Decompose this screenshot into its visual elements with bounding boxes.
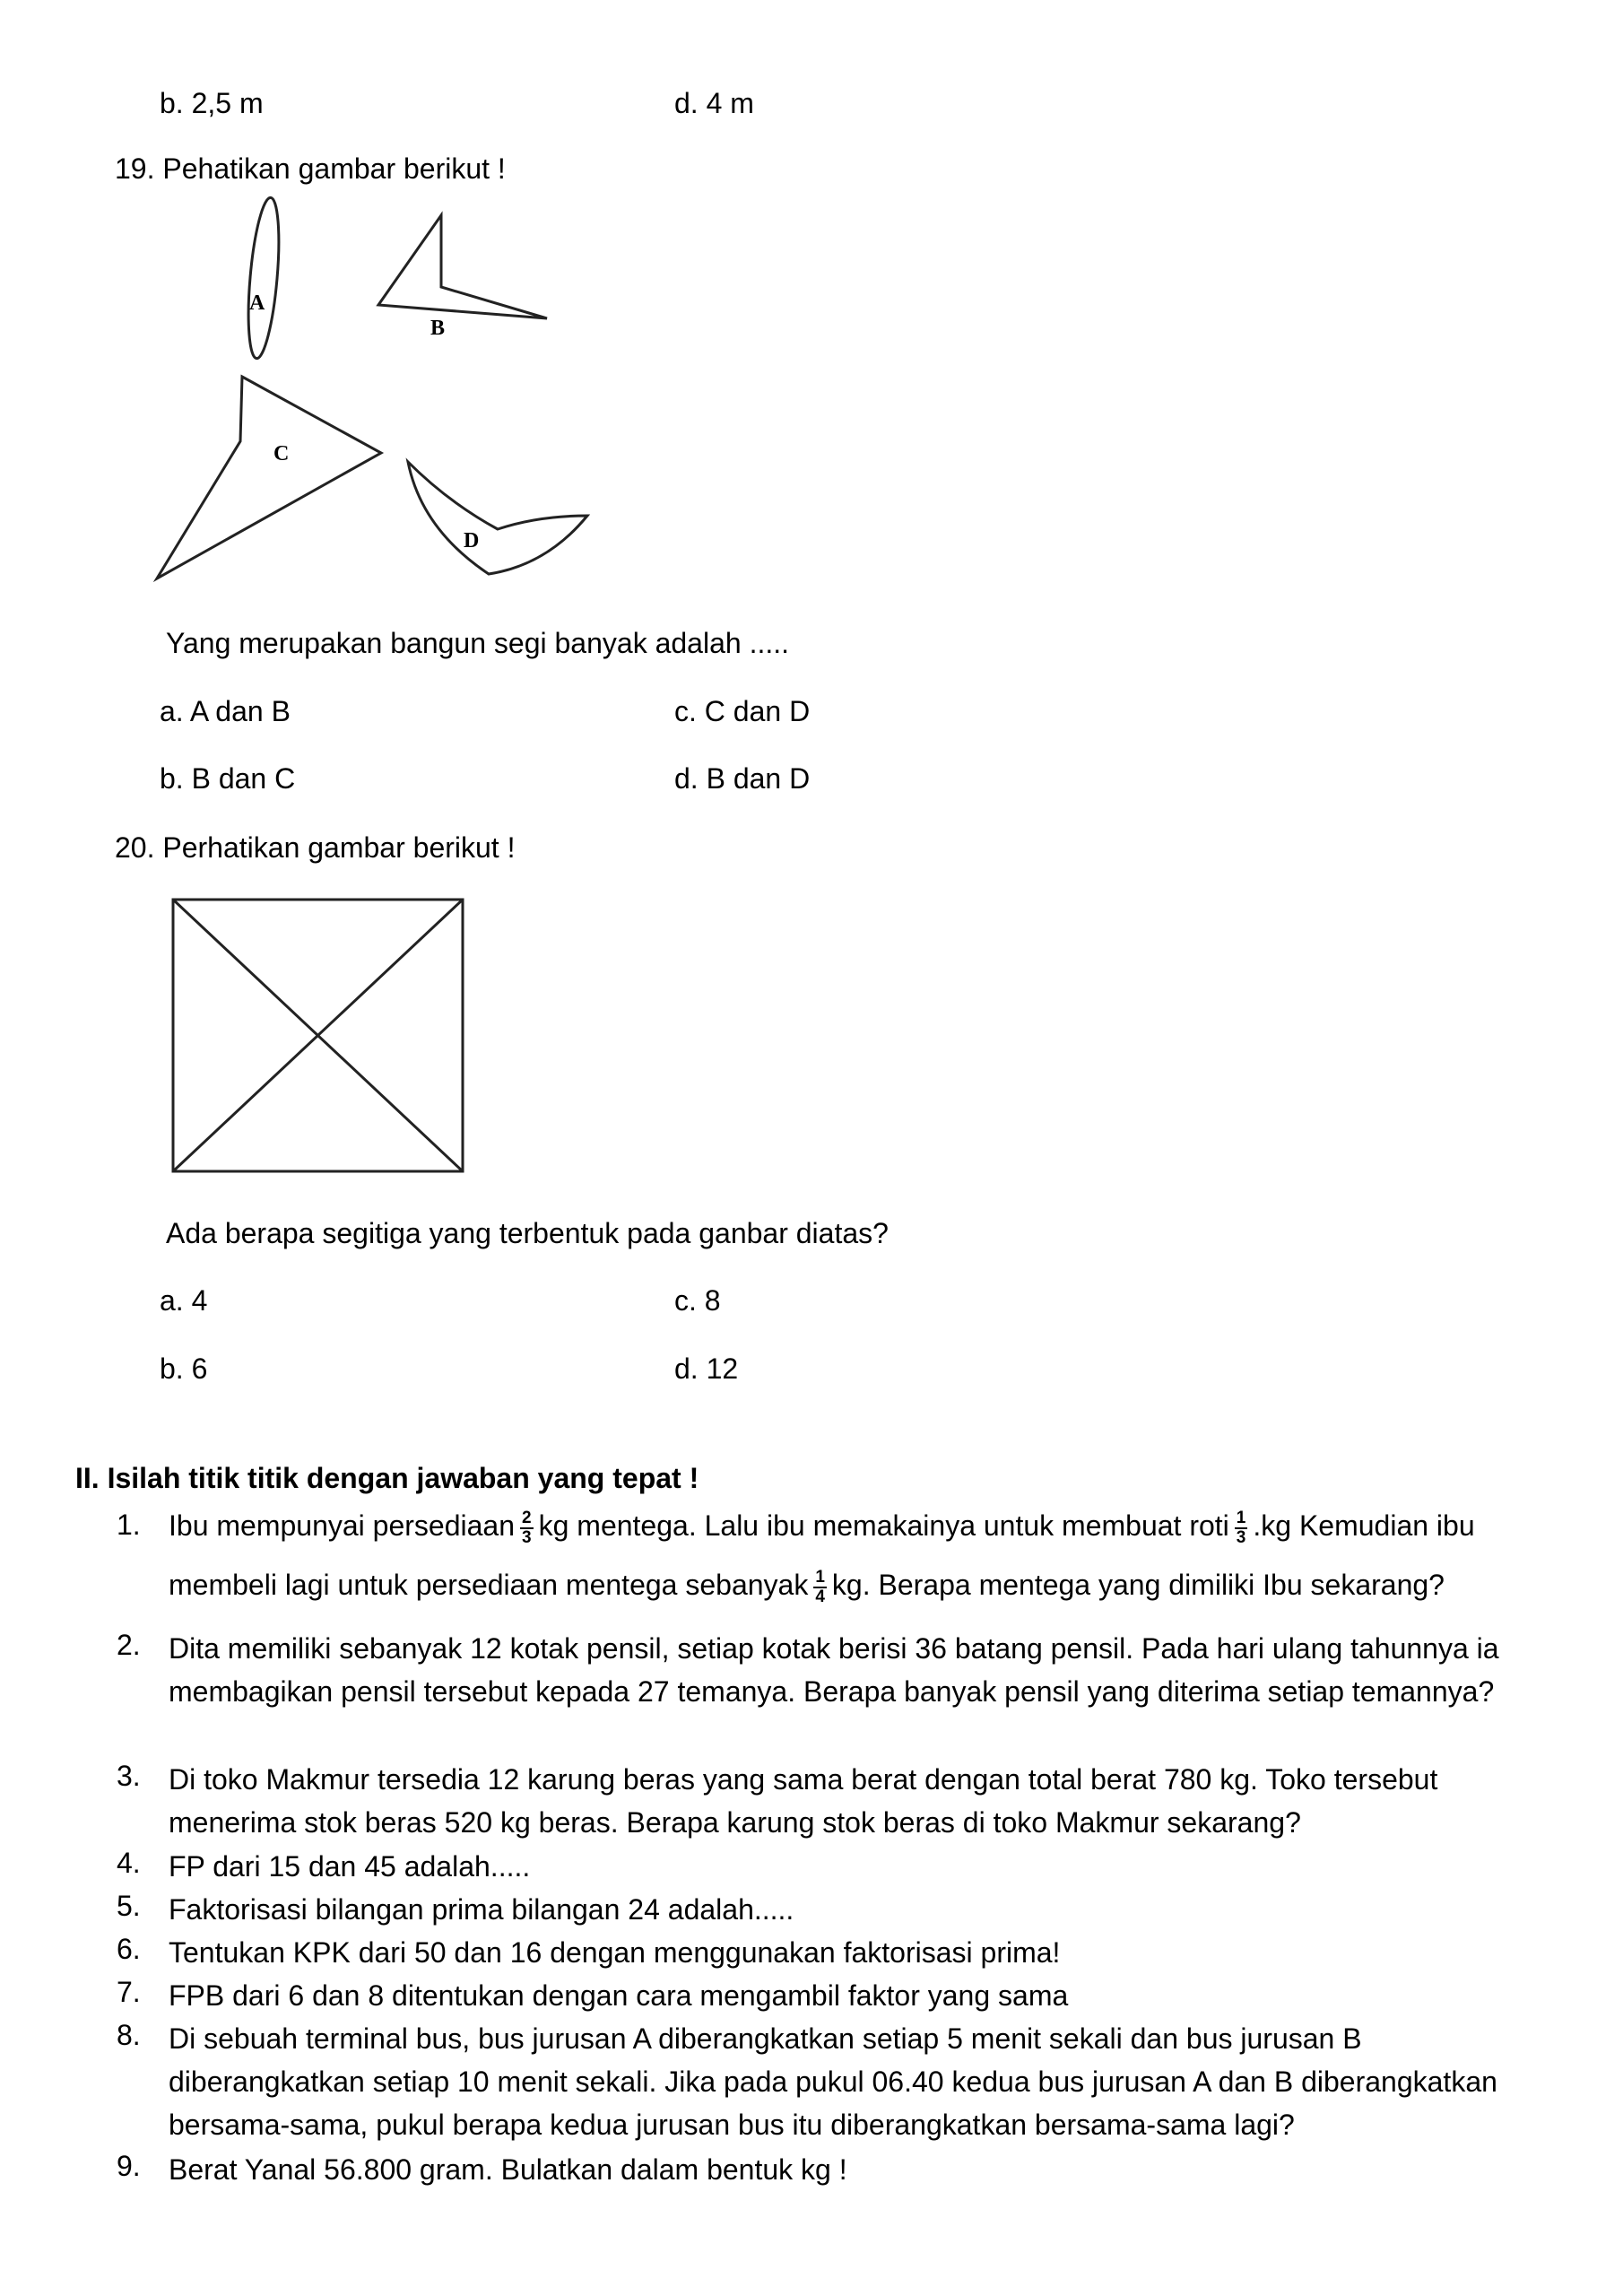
fraction-1-numerator: 2 — [522, 1508, 532, 1527]
shape-d-label: D — [464, 529, 480, 552]
item-6-text: Tentukan KPK dari 50 dan 16 dengan menggunakan faktorisasi prima! — [169, 1936, 1061, 1969]
item-9-number: 9. — [117, 2150, 141, 2182]
fraction-two-thirds — [520, 1509, 534, 1547]
item-5-text: Faktorisasi bilangan prima bilangan 24 adalah..... — [169, 1893, 794, 1926]
item-7-number: 7. — [117, 1976, 141, 2008]
q20-option-b: b. 6 — [160, 1352, 208, 1385]
item-8-text: Di sebuah terminal bus, bus jurusan A diberangkatkan setiap 5 menit sekali dan bus jurusan B diberangkatkan setiap 10 menit sekali. Jika pada pukul 06.40 kedua bus jurusan A dan B diberangkatkan bersama-sama, pukul berapa kedua jurusan bus itu diberangkatkan bersama-sama lagi? — [169, 2022, 1497, 2141]
fraction-one-quarter — [813, 1569, 827, 1606]
item-1-part-2: kg mentega. Lalu ibu memakainya untuk membuat roti — [538, 1509, 1229, 1542]
item-2-number: 2. — [117, 1629, 141, 1661]
q19-option-d: d. B dan D — [674, 762, 811, 795]
q19-option-a: a. A dan B — [160, 695, 291, 727]
item-1-part-3: .kg Kemudian ibu membeli lagi untuk persediaan mentega sebanyak — [169, 1509, 1475, 1601]
q19-option-c: c. C dan D — [674, 695, 811, 727]
item-1-part-4: kg. Berapa mentega yang dimiliki Ibu sekarang? — [831, 1569, 1445, 1601]
item-1-text — [169, 1496, 1558, 1614]
fraction-one-third — [1235, 1509, 1248, 1547]
q19-option-b: b. B dan C — [160, 762, 296, 795]
item-5-number: 5. — [117, 1890, 141, 1922]
q19-question: Yang merupakan bangun segi banyak adalah ..... — [166, 627, 790, 659]
item-4-number: 4. — [117, 1847, 141, 1879]
q20-question: Ada berapa segitiga yang terbentuk pada ganbar diatas? — [166, 1217, 889, 1249]
q20-option-a: a. 4 — [160, 1284, 208, 1317]
item-8-number: 8. — [117, 2019, 141, 2051]
item-1-number: 1. — [117, 1509, 141, 1541]
q20-number: 20. — [115, 831, 155, 864]
fraction-3-numerator: 1 — [815, 1567, 825, 1587]
fraction-2-numerator: 1 — [1236, 1508, 1246, 1527]
q20-option-d: d. 12 — [674, 1352, 739, 1385]
section-2-heading: II. Isilah titik titik dengan jawaban yang tepat ! — [75, 1462, 699, 1494]
fraction-1-denominator: 3 — [522, 1527, 532, 1547]
fraction-3-denominator: 4 — [815, 1587, 825, 1606]
q18-option-d: d. 4 m — [674, 87, 754, 119]
shape-a-label: A — [249, 291, 265, 315]
item-4-text: FP dari 15 dan 45 adalah..... — [169, 1850, 531, 1883]
q18-option-b: b. 2,5 m — [160, 87, 264, 119]
item-7-text: FPB dari 6 dan 8 ditentukan dengan cara mengambil faktor yang sama — [169, 1979, 1069, 2012]
shape-c-label: C — [273, 442, 290, 465]
item-9-text: Berat Yanal 56.800 gram. Bulatkan dalam bentuk kg ! — [169, 2153, 847, 2186]
q20-prompt: Perhatikan gambar berikut ! — [162, 831, 516, 864]
q20-option-c: c. 8 — [674, 1284, 721, 1317]
q19-prompt: Pehatikan gambar berikut ! — [162, 152, 506, 185]
fraction-2-denominator: 3 — [1236, 1527, 1246, 1547]
item-2-text: Dita memiliki sebanyak 12 kotak pensil, setiap kotak berisi 36 batang pensil. Pada hari ulang tahunnya ia membagikan pensil tersebut kepada 27 temanya. Berapa banyak pensil yang diterima setiap temannya? — [169, 1632, 1499, 1708]
shape-b-label: B — [430, 317, 446, 340]
item-6-number: 6. — [117, 1933, 141, 1965]
q19-number: 19. — [115, 152, 155, 185]
item-3-text: Di toko Makmur tersedia 12 karung beras yang sama berat dengan total berat 780 kg. Toko tersebut menerima stok beras 520 kg beras. Berapa karung stok beras di toko Makmur sekarang? — [169, 1763, 1438, 1839]
item-1-part-1: Ibu mempunyai persediaan — [169, 1509, 516, 1542]
item-3-number: 3. — [117, 1760, 141, 1792]
